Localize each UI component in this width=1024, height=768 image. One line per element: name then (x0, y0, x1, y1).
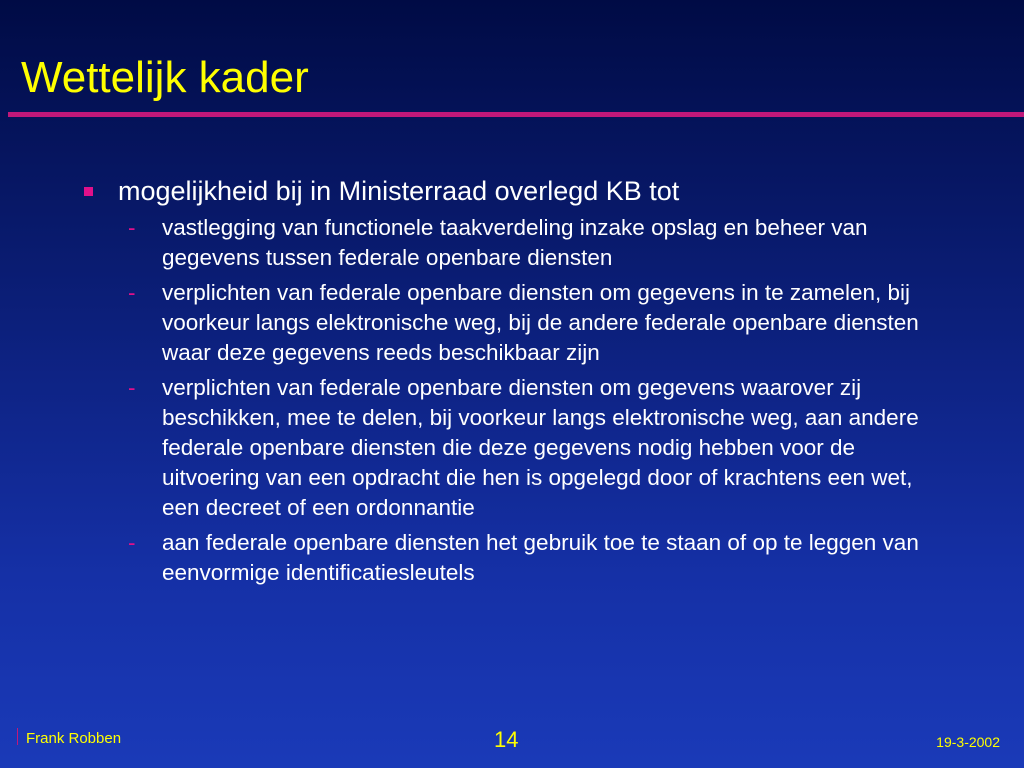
dash-bullet-icon: - (128, 530, 136, 555)
sub-bullet-text: verplichten van federale openbare diensten om gegevens waarover zij beschikken, mee te delen, bij voorkeur langs elektronische weg, aan andere federale openbare diensten die deze gegevens nodig hebben voor de uitvoering van een opdracht die hen is opgelegd door of krachtens een wet, een decreet of een ordonnantie (162, 375, 919, 520)
sub-bullet-item (84, 213, 932, 273)
sub-bullet-item (84, 373, 932, 523)
bullet-item (84, 175, 944, 208)
dash-bullet-icon: - (128, 280, 136, 305)
slide-title: Wettelijk kader (21, 53, 309, 102)
dash-bullet-icon: - (128, 375, 136, 400)
sub-bullet-item (84, 528, 932, 588)
footer-page-number: 14 (494, 727, 519, 752)
sub-bullet-text: verplichten van federale openbare diensten om gegevens in te zamelen, bij voorkeur langs elektronische weg, bij de andere federale openbare diensten waar deze gegevens reeds beschikbaar zijn (162, 280, 919, 365)
square-bullet-icon (84, 187, 93, 196)
dash-bullet-icon: - (128, 215, 136, 240)
bullet-text: mogelijkheid bij in Ministerraad overlegd KB tot (118, 176, 680, 206)
sub-bullet-text: aan federale openbare diensten het gebruik toe te staan of op te leggen van eenvormige identificatiesleutels (162, 530, 919, 585)
footer-author: Frank Robben (26, 730, 122, 747)
sub-bullet-item (84, 278, 932, 368)
slide-body (84, 175, 944, 588)
footer-divider (17, 728, 18, 745)
footer-date: 19-3-2002 (936, 734, 1000, 750)
sub-bullet-text: vastlegging van functionele taakverdeling inzake opslag en beheer van gegevens tussen federale openbare diensten (162, 215, 868, 270)
title-divider (8, 112, 1024, 117)
